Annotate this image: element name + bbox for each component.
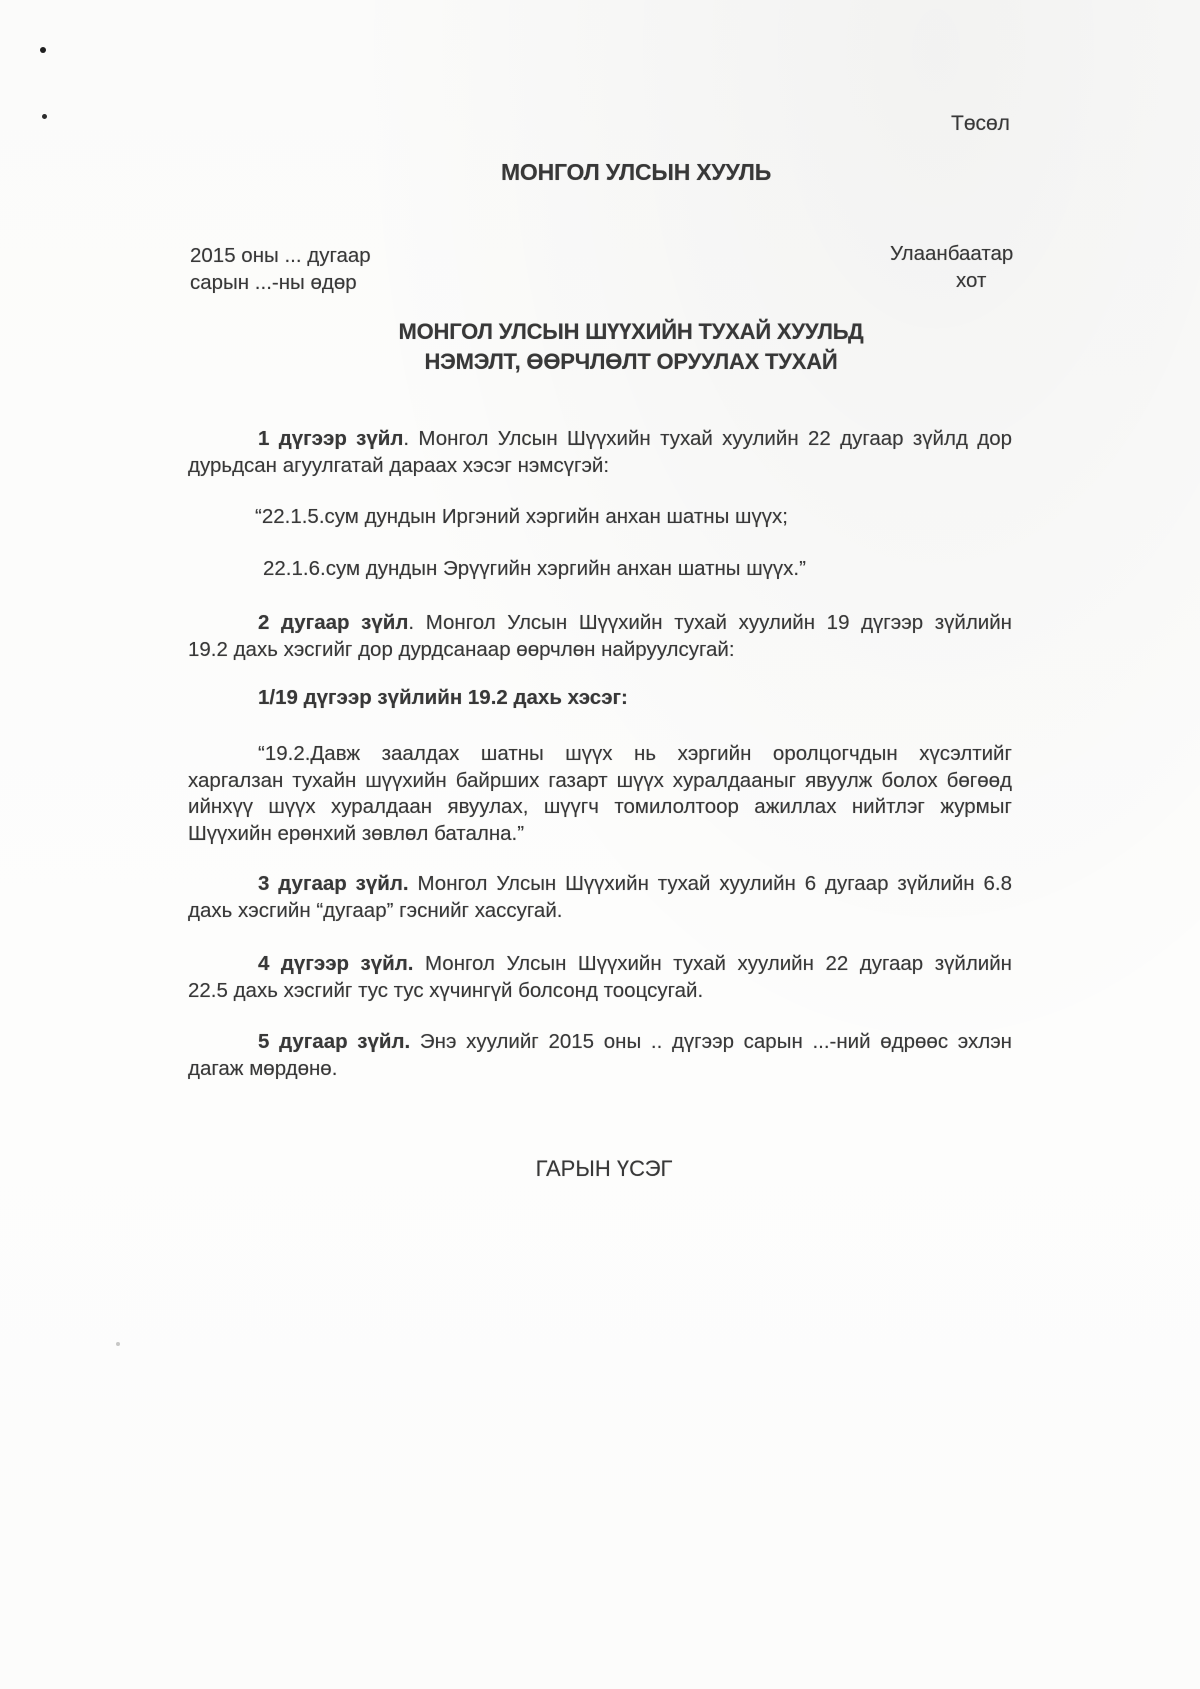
law-title: МОНГОЛ УЛСЫН ХУУЛЬ [500, 159, 772, 185]
date-block [190, 242, 371, 296]
place-city: Улаанбаатар [890, 242, 1014, 265]
amendment-line-2: харгалзан тухайн шүүхийн байрших газарт шүүх хуралдааныг явуулж болох бөгөөд [188, 768, 1012, 792]
article-2-text: . Монгол Улсын Шүүхийн тухай хуулийн 19 дүгээр зүйлийн [408, 611, 1012, 634]
article-3-line-2: дахь хэсгийн “дугаар” гэснийг хассугай. [188, 898, 563, 922]
article-2-paragraph [188, 610, 1012, 663]
article-1-line-2: дурьдсан агуулгатай дараах хэсэг нэмсүгэй: [188, 453, 610, 477]
scan-speck [40, 47, 46, 53]
addition-item-22-1-5: “22.1.5.сум дундын Иргэний хэргийн анхан шатны шүүх; [255, 505, 788, 528]
amendment-subheading: 1/19 дүгээр зүйлийн 19.2 дахь хэсэг: [258, 686, 628, 709]
article-3-paragraph [188, 871, 1012, 924]
article-1-paragraph [188, 426, 1012, 479]
article-5-text: Энэ хуулийг 2015 оны .. дүгээр сарын ...-ний өдрөөс эхлэн [410, 1030, 1012, 1053]
article-2-line-2: 19.2 дахь хэсгийг дор дурдсанаар өөрчлөн найруулсугай: [188, 637, 735, 661]
article-5-paragraph [188, 1029, 1012, 1082]
article-2-line-1 [188, 610, 1012, 637]
subject-heading-line-2: НЭМЭЛТ, ӨӨРЧЛӨЛТ ОРУУЛАХ ТУХАЙ [424, 349, 838, 374]
subject-heading-line-1: МОНГОЛ УЛСЫН ШҮҮХИЙН ТУХАЙ ХУУЛЬД [398, 319, 864, 344]
amendment-line-1: “19.2.Давж заалдах шатны шүүх нь хэргийн оролцогчдын хүсэлтийг [258, 742, 1012, 765]
article-4-paragraph [188, 951, 1012, 1004]
article-1-line-1 [188, 426, 1012, 453]
subject-heading [0, 317, 1200, 377]
article-3-line-1 [188, 871, 1012, 898]
amendment-line-3: ийнхүү шүүх хуралдаан явуулах, шүүгч томилолтоор ажиллах нийтлэг журмыг [188, 795, 1012, 818]
addition-item-22-1-6: 22.1.6.сум дундын Эрүүгийн хэргийн анхан шатны шүүх.” [263, 557, 806, 580]
place-city-word: хот [956, 269, 987, 292]
article-4-label: 4 дүгээр зүйл. [258, 952, 414, 975]
scan-speck [42, 114, 47, 119]
scan-speck [116, 1342, 120, 1346]
article-4-line-1 [188, 951, 1012, 978]
amendment-line-4: Шүүхийн ерөнхий зөвлөл батална.” [188, 821, 525, 845]
article-4-text: Монгол Улсын Шүүхийн тухай хуулийн 22 дугаар зүйлийн [413, 952, 1012, 975]
article-1-text: . Монгол Улсын Шүүхийн тухай хуулийн 22 дугаар зүйлд дор [403, 427, 1012, 450]
article-5-line-2: дагаж мөрдөнө. [188, 1056, 338, 1080]
signature-heading: ГАРЫН ҮСЭГ [535, 1156, 673, 1181]
amendment-quote-paragraph [188, 741, 1012, 847]
article-3-text: Монгол Улсын Шүүхийн тухай хуулийн 6 дугаар зүйлийн 6.8 [408, 872, 1013, 895]
date-line-1: 2015 оны ... дугаар [190, 244, 371, 267]
article-5-line-1 [188, 1029, 1012, 1056]
article-5-label: 5 дугаар зүйл. [258, 1030, 411, 1053]
article-3-label: 3 дугаар зүйл. [258, 872, 409, 895]
draft-label: Төсөл [951, 112, 1010, 135]
article-2-label: 2 дугаар зүйл [258, 611, 409, 634]
article-4-line-2: 22.5 дахь хэсгийг тус тус хүчингүй болсонд тооцсугай. [188, 978, 704, 1002]
article-1-label: 1 дүгээр зүйл [258, 427, 404, 450]
date-line-2: сарын ...-ны өдөр [190, 271, 357, 294]
